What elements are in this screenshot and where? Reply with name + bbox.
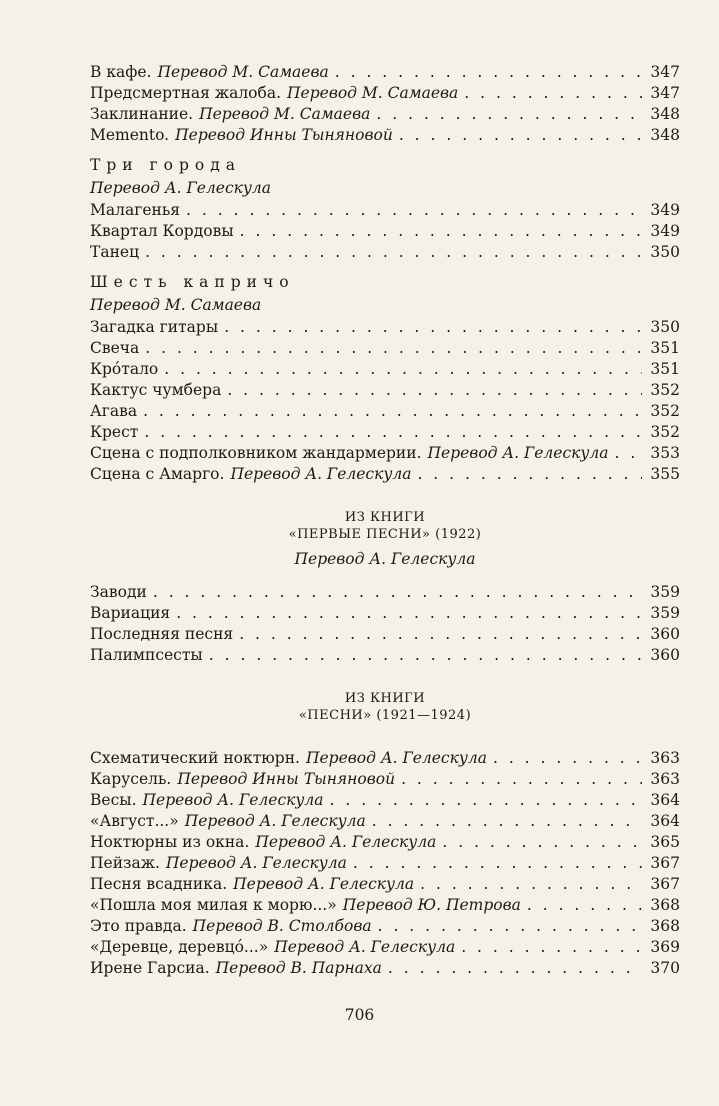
entry-translator: Перевод М. Самаева xyxy=(199,105,371,123)
entry-translator: Перевод Инны Тыняновой xyxy=(177,770,396,788)
dot-leader xyxy=(417,464,642,485)
toc-entry xyxy=(90,464,680,485)
toc-entry xyxy=(90,895,680,916)
dot-leader xyxy=(224,317,642,338)
entry-page-number: 360 xyxy=(650,625,680,643)
toc-entry xyxy=(90,380,680,401)
entry-title: Ирене Гарсиа. xyxy=(90,959,210,977)
entry-title: Загадка гитары xyxy=(90,318,219,336)
toc-entry xyxy=(90,645,680,666)
toc-entry xyxy=(90,748,680,769)
dot-leader xyxy=(401,769,642,790)
cycle-title: Шесть капричо xyxy=(90,273,295,291)
toc-entry xyxy=(90,221,680,242)
dot-leader xyxy=(153,582,642,603)
entry-translator: Перевод А. Гелескула xyxy=(305,749,487,767)
entry-page-number: 363 xyxy=(650,749,680,767)
entry-translator: Перевод Ю. Петрова xyxy=(342,896,521,914)
table-of-contents xyxy=(90,62,680,979)
entry-title: Песня всадника. xyxy=(90,875,228,893)
entry-title: Квартал Кордовы xyxy=(90,222,234,240)
entry-title: Палимпсесты xyxy=(90,646,203,664)
entry-title: Предсмертная жалоба. xyxy=(90,84,282,102)
dot-leader xyxy=(376,104,642,125)
toc-entry xyxy=(90,83,680,104)
cycle-title: Три города xyxy=(90,156,242,174)
entry-page-number: 367 xyxy=(650,854,680,872)
toc-entry xyxy=(90,317,680,338)
entry-title: Сцена с подполковником жандармерии. xyxy=(90,444,422,462)
entry-page-number: 347 xyxy=(650,63,680,81)
dot-leader xyxy=(145,338,642,359)
entry-title: Сцена с Амарго. xyxy=(90,465,225,483)
scene-entries xyxy=(90,443,680,485)
cycle-translator: Перевод М. Самаева xyxy=(90,296,262,314)
entry-translator: Перевод Инны Тыняновой xyxy=(175,126,393,144)
entry-translator: Перевод В. Столбова xyxy=(192,917,372,935)
toc-entry xyxy=(90,422,680,443)
dot-leader xyxy=(186,200,642,221)
toc-entry xyxy=(90,338,680,359)
entry-translator: Перевод А. Гелескула xyxy=(274,938,456,956)
entry-page-number: 359 xyxy=(650,583,680,601)
book-heading: ИЗ КНИГИ xyxy=(344,510,426,525)
entry-page-number: 353 xyxy=(650,444,680,462)
entry-page-number: 367 xyxy=(650,875,680,893)
cycle-translator: Перевод А. Гелескула xyxy=(90,179,271,197)
top-entries xyxy=(90,62,680,146)
dot-leader xyxy=(378,916,642,937)
entry-translator: Перевод А. Гелескула xyxy=(184,812,366,830)
entry-title: Танец xyxy=(90,243,140,261)
entry-title: Заводи xyxy=(90,583,147,601)
entry-page-number: 359 xyxy=(650,604,680,622)
toc-entry xyxy=(90,874,680,895)
dot-leader xyxy=(240,221,642,242)
dot-leader xyxy=(388,958,642,979)
dot-leader xyxy=(461,937,642,958)
entry-translator: Перевод В. Парнаха xyxy=(215,959,382,977)
entry-page-number: 368 xyxy=(650,917,680,935)
dot-leader xyxy=(239,624,642,645)
toc-entry xyxy=(90,624,680,645)
dot-leader xyxy=(615,443,642,464)
toc-entry xyxy=(90,443,680,464)
entry-translator: Перевод М. Самаева xyxy=(287,84,459,102)
toc-entry xyxy=(90,359,680,380)
entry-title: Крест xyxy=(90,423,139,441)
entry-title: Вариация xyxy=(90,604,171,622)
entry-page-number: 349 xyxy=(650,201,680,219)
toc-entry xyxy=(90,937,680,958)
dot-leader xyxy=(145,242,642,263)
entry-title: Свеча xyxy=(90,339,140,357)
entry-page-number: 365 xyxy=(650,833,680,851)
entry-title: Агава xyxy=(90,402,138,420)
entry-page-number: 369 xyxy=(650,938,680,956)
toc-entry xyxy=(90,853,680,874)
dot-leader xyxy=(353,853,642,874)
dot-leader xyxy=(527,895,642,916)
entry-title: Карусель. xyxy=(90,770,172,788)
entry-page-number: 351 xyxy=(650,360,680,378)
entry-page-number: 347 xyxy=(650,84,680,102)
toc-entry xyxy=(90,401,680,422)
dot-leader xyxy=(335,62,642,83)
entry-page-number: 351 xyxy=(650,339,680,357)
toc-entry xyxy=(90,125,680,146)
entry-title: Схематический ноктюрн. xyxy=(90,749,300,767)
entry-translator: Перевод А. Гелескула xyxy=(142,791,324,809)
toc-entry xyxy=(90,832,680,853)
entry-page-number: 352 xyxy=(650,381,680,399)
book-translator: Перевод А. Гелескула xyxy=(294,550,476,568)
dot-leader xyxy=(372,811,642,832)
entry-page-number: 360 xyxy=(650,646,680,664)
toc-entry xyxy=(90,811,680,832)
dot-leader xyxy=(399,125,642,146)
toc-entry xyxy=(90,769,680,790)
book-subtitle: «ПЕРВЫЕ ПЕСНИ» (1922) xyxy=(288,527,482,542)
toc-entry xyxy=(90,200,680,221)
entry-page-number: 370 xyxy=(650,959,680,977)
entry-page-number: 352 xyxy=(650,402,680,420)
toc-entry xyxy=(90,916,680,937)
book-heading: ИЗ КНИГИ xyxy=(344,691,426,706)
entry-page-number: 363 xyxy=(650,770,680,788)
entry-page-number: 364 xyxy=(650,812,680,830)
page-number: 706 xyxy=(344,1006,375,1024)
entry-translator: Перевод А. Гелескула xyxy=(230,465,412,483)
entry-page-number: 348 xyxy=(650,105,680,123)
entry-title: Заклинание. xyxy=(90,105,194,123)
dot-leader xyxy=(442,832,642,853)
toc-entry xyxy=(90,958,680,979)
toc-entry xyxy=(90,790,680,811)
dot-leader xyxy=(176,603,642,624)
toc-entry xyxy=(90,104,680,125)
entry-title: Кактус чумбера xyxy=(90,381,222,399)
toc-entry xyxy=(90,242,680,263)
toc-entry xyxy=(90,603,680,624)
entry-page-number: 349 xyxy=(650,222,680,240)
book-subtitle: «ПЕСНИ» (1921—1924) xyxy=(298,708,472,723)
entry-title: «Пошла моя милая к морю...» xyxy=(90,896,337,914)
dot-leader xyxy=(164,359,642,380)
cycle-entries xyxy=(90,317,680,443)
book-entries xyxy=(90,582,680,666)
dot-leader xyxy=(330,790,642,811)
entry-page-number: 364 xyxy=(650,791,680,809)
dot-leader xyxy=(144,422,642,443)
entry-translator: Перевод А. Гелескула xyxy=(165,854,347,872)
dot-leader xyxy=(227,380,642,401)
entry-title: Это правда. xyxy=(90,917,187,935)
entry-page-number: 350 xyxy=(650,318,680,336)
entry-title: «Деревце, деревцо́...» xyxy=(90,938,269,956)
entry-title: Малагенья xyxy=(90,201,181,219)
dot-leader xyxy=(493,748,642,769)
cycle-entries xyxy=(90,200,680,263)
entry-page-number: 368 xyxy=(650,896,680,914)
entry-translator: Перевод А. Гелескула xyxy=(427,444,609,462)
entry-title: Весы. xyxy=(90,791,137,809)
book-entries xyxy=(90,748,680,979)
dot-leader xyxy=(464,83,642,104)
entry-page-number: 355 xyxy=(650,465,680,483)
entry-translator: Перевод А. Гелескула xyxy=(255,833,437,851)
entry-title: Последняя песня xyxy=(90,625,234,643)
entry-title: Ноктюрны из окна. xyxy=(90,833,250,851)
entry-title: Memento. xyxy=(90,126,170,144)
dot-leader xyxy=(420,874,642,895)
entry-title: «Август...» xyxy=(90,812,179,830)
entry-title: Кро́тало xyxy=(90,360,159,378)
entry-page-number: 348 xyxy=(650,126,680,144)
toc-entry xyxy=(90,62,680,83)
entry-title: В кафе. xyxy=(90,63,152,81)
entry-page-number: 352 xyxy=(650,423,680,441)
entry-title: Пейзаж. xyxy=(90,854,160,872)
dot-leader xyxy=(143,401,642,422)
entry-translator: Перевод А. Гелескула xyxy=(233,875,415,893)
entry-page-number: 350 xyxy=(650,243,680,261)
toc-entry xyxy=(90,582,680,603)
dot-leader xyxy=(209,645,642,666)
entry-translator: Перевод М. Самаева xyxy=(157,63,329,81)
